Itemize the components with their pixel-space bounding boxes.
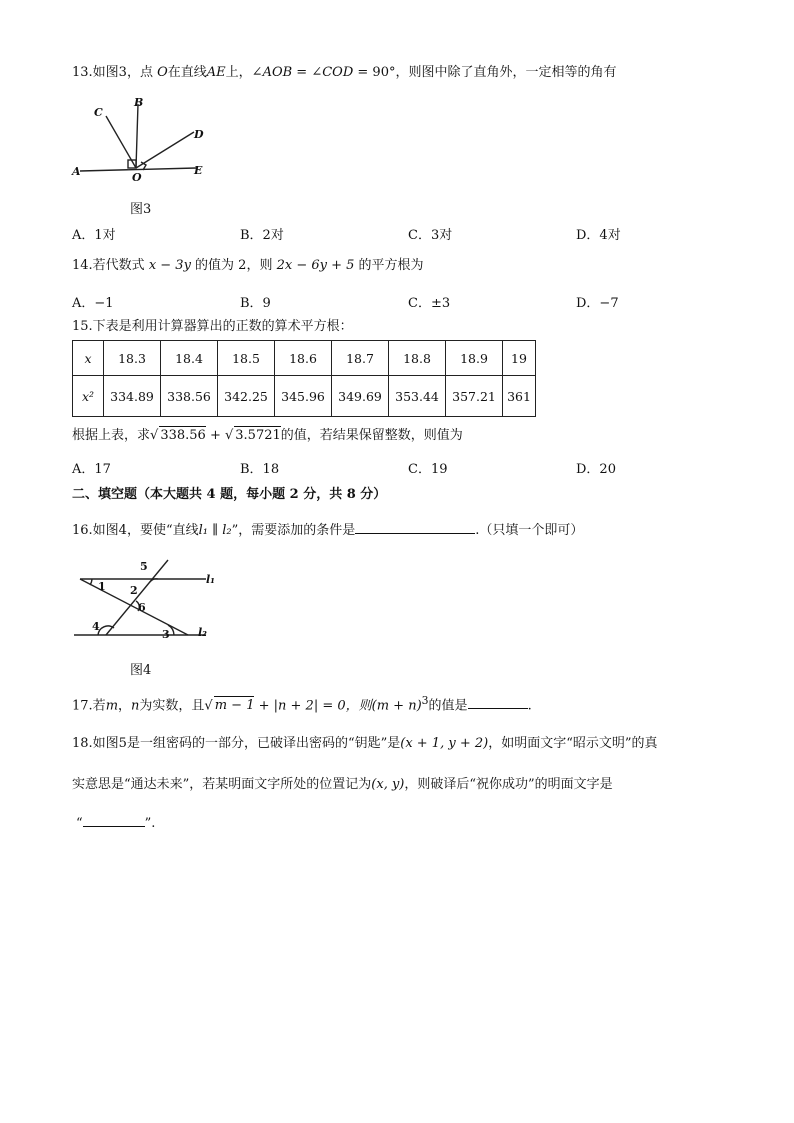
angle-arc-1 — [90, 579, 92, 585]
angle-label-5: 5 — [140, 560, 148, 573]
table-cell: 345.96 — [275, 376, 332, 417]
table-head-x-squared: x² — [73, 376, 104, 417]
label-o: O — [132, 171, 142, 184]
q14-stem: 14.若代数式 x − 3y 的值为 2，则 2x − 6y + 5 的平方根为 — [72, 258, 424, 273]
table-cell: 19 — [503, 341, 536, 376]
table-cell: 18.6 — [275, 341, 332, 376]
angle-arc-4 — [98, 626, 114, 635]
q14-option-a[interactable]: A．−1 — [72, 296, 114, 311]
q18-answer-blank[interactable] — [83, 812, 145, 827]
q15-stem: 15.下表是利用计算器算出的正数的算术平方根： — [72, 319, 353, 334]
table-cell: 342.25 — [218, 376, 275, 417]
table-row-x-squared — [73, 376, 536, 417]
q18-line-1: 18.如图5是一组密码的一部分，已破译出密码的“钥匙”是(x + 1, y + 2)，如明面文字“昭示文明”的真 — [72, 736, 658, 751]
q14-option-d[interactable]: D．−7 — [576, 296, 619, 311]
table-row-x — [73, 341, 536, 376]
angle-label-2: 2 — [130, 584, 138, 597]
table-cell: 18.7 — [332, 341, 389, 376]
table-cell: 18.8 — [389, 341, 446, 376]
label-d: D — [194, 128, 204, 141]
table-cell: 353.44 — [389, 376, 446, 417]
label-c: C — [94, 106, 103, 119]
ray-od — [136, 132, 194, 168]
label-l2: l₂ — [198, 626, 207, 639]
table-cell: 361 — [503, 376, 536, 417]
q13-option-d[interactable]: D．4对 — [576, 228, 621, 243]
figure-3-angles — [66, 92, 216, 188]
q13-option-b[interactable]: B．2对 — [240, 228, 284, 243]
label-b: B — [134, 96, 144, 109]
figure-4-caption: 图4 — [130, 663, 152, 678]
q13-option-a[interactable]: A．1对 — [72, 228, 116, 243]
table-cell: 18.4 — [161, 341, 218, 376]
section-2-heading: 二、填空题（本大题共 4 题，每小题 2 分，共 8 分） — [72, 487, 387, 502]
q17-stem: 17.若m，n为实数，且√ m − 1 + |n + 2| = 0，则$(m + n)^3$的值是 . — [72, 694, 532, 714]
q13-option-c[interactable]: C．3对 — [408, 228, 453, 243]
label-l1: l₁ — [206, 573, 215, 586]
table-head-x: x — [73, 341, 104, 376]
angle-label-3: 3 — [162, 628, 170, 641]
q15-question: 根据上表，求√ 338.56 + √ 3.5721的值，若结果保留整数，则值为 — [72, 428, 463, 443]
table-cell: 357.21 — [446, 376, 503, 417]
table-cell: 18.3 — [104, 341, 161, 376]
radical-m-minus-1: m − 1 — [214, 698, 255, 714]
q14-option-c[interactable]: C．±3 — [408, 296, 451, 311]
label-a: A — [72, 165, 81, 178]
q13-stem: 13.如图3，点 O在直线AE上，∠AOB = ∠COD = 90°，则图中除了直角外，一定相等的角有 — [72, 65, 617, 80]
figure-3-caption: 图3 — [130, 202, 152, 217]
angle-label-6: 6 — [138, 601, 146, 614]
table-cell: 18.5 — [218, 341, 275, 376]
label-e: E — [194, 164, 203, 177]
q15-option-b[interactable]: B．18 — [240, 462, 280, 477]
table-cell: 338.56 — [161, 376, 218, 417]
q18-line-2: 实意思是“通达未来”，若某明面文字所处的位置记为(x, y)，则破译后“祝你成功”的明面文字是 — [72, 777, 613, 792]
radical-338-56: 338.56 — [160, 428, 206, 443]
ray-ob — [136, 104, 138, 168]
q14-option-b[interactable]: B．9 — [240, 296, 271, 311]
table-cell: 349.69 — [332, 376, 389, 417]
table-cell: 334.89 — [104, 376, 161, 417]
q15-option-c[interactable]: C．19 — [408, 462, 448, 477]
figure-4-parallel-lines — [68, 556, 228, 648]
q16-answer-blank[interactable] — [355, 519, 475, 534]
q15-option-a[interactable]: A．17 — [72, 462, 111, 477]
table-cell: 18.9 — [446, 341, 503, 376]
sqrt-table — [72, 340, 536, 417]
q16-stem: 16.如图4，要使“直线l₁ ∥ l₂”，需要添加的条件是 .（只填一个即可） — [72, 519, 583, 540]
q17-answer-blank[interactable] — [468, 694, 528, 709]
angle-label-1: 1 — [98, 580, 106, 593]
radical-3-5721: 3.5721 — [235, 428, 281, 443]
q18-line-3: “ ”. — [76, 812, 155, 833]
angle-label-4: 4 — [92, 620, 100, 633]
q15-option-d[interactable]: D．20 — [576, 462, 616, 477]
